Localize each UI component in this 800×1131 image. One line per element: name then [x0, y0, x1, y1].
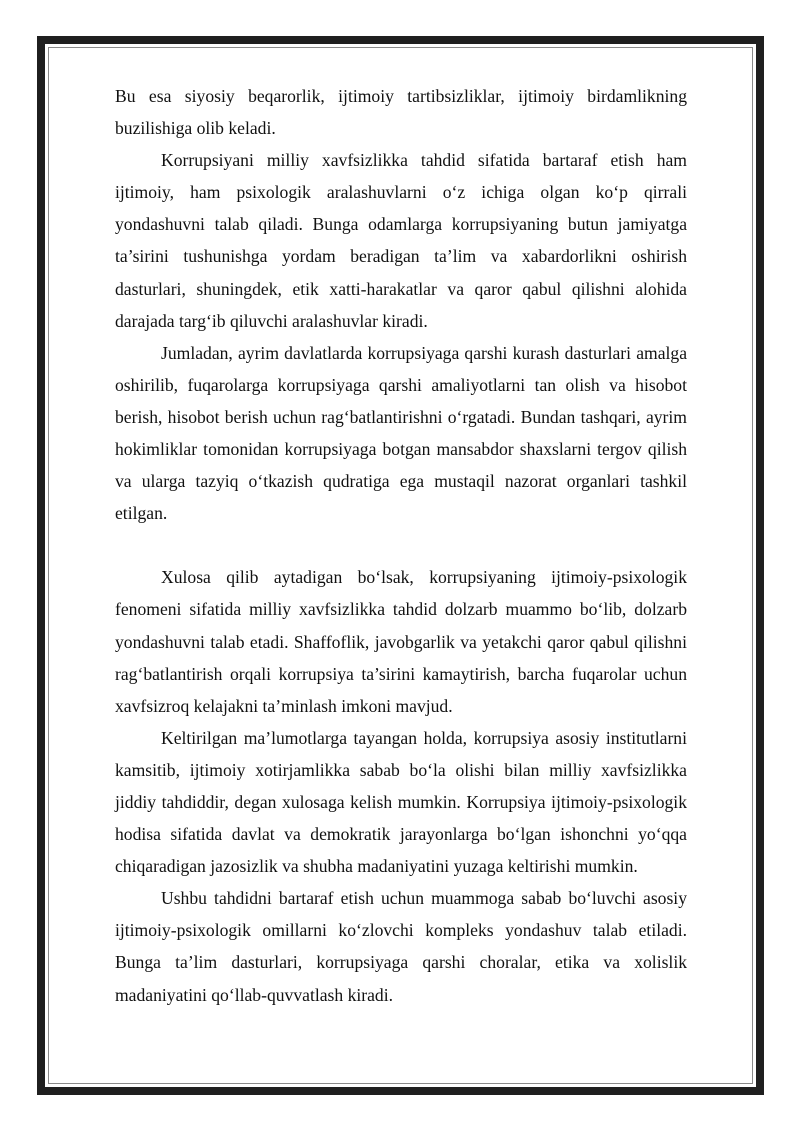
paragraph-consequences: Bu esa siyosiy beqarorlik, ijtimoiy tartibsizliklar, ijtimoiy birdamlikning buzilishiga olib keladi.	[115, 86, 687, 139]
document-body	[115, 80, 687, 1011]
paragraph-anti-corruption-programs: Jumladan, ayrim davlatlarda korrupsiyaga qarshi kurash dasturlari amalga oshirilib, fuqarolarga korrupsiyaga qarshi amaliyotlarni tan olish va hisobot berish, hisobot berish uchun rag‘batlantirishni o‘rgatadi. Bundan tashqari, ayrim hokimliklar tomonidan korrupsiyaga botgan mansabdor shaxslarni tergov qilish va ularga tazyiq o‘tkazish qudratiga ega mustaqil nazorat organlari tashkil etilgan.	[115, 342, 687, 524]
paragraph-multifaceted-approach: Korrupsiyani milliy xavfsizlikka tahdid sifatida bartaraf etish ham ijtimoiy, ham psixologik aralashuvlarni o‘z ichiga olgan ko‘p qirrali yondashuvni talab qiladi. Bunga odamlarga korrupsiyaning butun jamiyatga ta’sirini tushunishga yordam beradigan ta’lim va xabardorlikni oshirish dasturlari, shuningdek, etik xatti-harakatlar va qaror qabul qilishni alohida darajada targ‘ib qiluvchi aralashuvlar kiradi.	[115, 150, 687, 331]
paragraph-comprehensive-approach: Ushbu tahdidni bartaraf etish uchun muammoga sabab bo‘luvchi asosiy ijtimoiy-psixologik omillarni ko‘zlovchi kompleks yondashuv talab etiladi. Bunga ta’lim dasturlari, korrupsiyaga qarshi choralar, etika va xolislik madaniyatini qo‘llab-quvvatlash kiradi.	[115, 888, 687, 1005]
paragraph-gap	[115, 529, 687, 561]
paragraph-conclusion: Xulosa qilib aytadigan bo‘lsak, korrupsiyaning ijtimoiy-psixologik fenomeni sifatida milliy xavfsizlikka tahdid dolzarb muammo bo‘lib, dolzarb yondashuvni talab etadi. Shaffoflik, javobgarlik va yetakchi qaror qabul qilishni rag‘batlantirish orqali korrupsiya ta’sirini kamaytirish, barcha fuqarolar uchun xavfsizroq kelajakni ta’minlash imkoni mavjud.	[115, 567, 687, 716]
paragraph-threat-summary: Keltirilgan ma’lumotlarga tayangan holda, korrupsiya asosiy institutlarni kamsitib, ijtimoiy xotirjamlikka sabab bo‘la olishi bilan milliy xavfsizlikka jiddiy tahdiddir, degan xulosaga kelish mumkin. Korrupsiya ijtimoiy-psixologik hodisa sifatida davlat va demokratik jarayonlarga bo‘lgan ishonchni yo‘qqa chiqaradigan jazosizlik va shubha madaniyatini yuzaga keltirishi mumkin.	[115, 727, 687, 877]
page-border-frame	[37, 36, 764, 1095]
